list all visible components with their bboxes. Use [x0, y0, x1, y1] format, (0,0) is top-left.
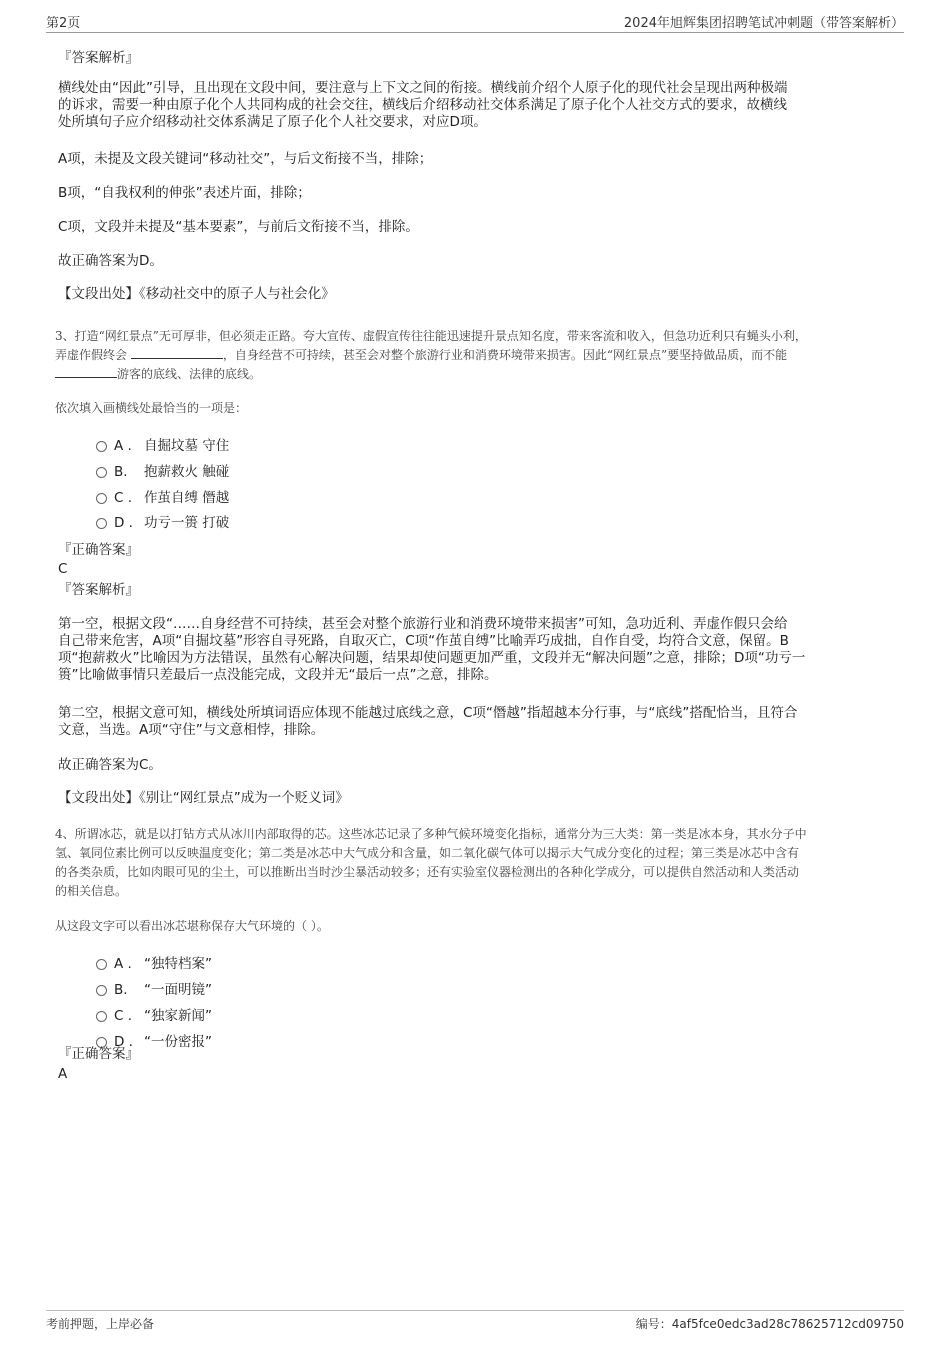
text-line	[55, 346, 895, 365]
q3-analysis-paragraph-1	[58, 616, 893, 684]
option-text: “一份密报”	[144, 1034, 212, 1050]
text-line: 横线处由“因此”引导，且出现在文段中间，要注意与上下文之间的衔接。横线前介绍个人原子化的现代社会呈现出两种极端	[58, 80, 788, 96]
option-key: B.	[114, 464, 128, 480]
option-key: A .	[114, 438, 132, 454]
option-key: B.	[114, 982, 128, 998]
q2-source: 【文段出处】《移动社交中的原子人与社会化》	[58, 286, 335, 302]
text-line: 项“抱薪救火”比喻因为方法错误，虽然有心解决问题，结果却使问题更加严重，文段并无“解决问题”之意，排除；D项“功亏一	[58, 650, 806, 666]
option-text: 抱薪救火 触碰	[144, 464, 230, 480]
q3-option-a[interactable]	[96, 437, 229, 455]
q4-answer-label: 『正确答案』	[58, 1046, 139, 1062]
q2-analysis-paragraph	[58, 80, 893, 131]
text-line: 文意，当选。A项“守住”与文意相悖，排除。	[58, 722, 325, 738]
option-key: D .	[114, 1034, 133, 1050]
option-text: 自掘坟墓 守住	[144, 438, 230, 454]
q3-stem	[55, 327, 895, 384]
radio-button[interactable]	[96, 493, 107, 504]
q3-analysis-label: 『答案解析』	[58, 582, 139, 598]
radio-button[interactable]	[96, 1011, 107, 1022]
stem-text: 弄虚作假终会	[55, 348, 128, 362]
q2-analysis-label: 『答案解析』	[58, 50, 139, 66]
radio-button[interactable]	[96, 467, 107, 478]
text-line: 的相关信息。	[55, 884, 128, 898]
q2-analysis-option-b: B项，“自我权利的伸张”表述片面，排除；	[58, 185, 311, 201]
page-header	[46, 12, 904, 33]
radio-button[interactable]	[96, 441, 107, 452]
radio-button[interactable]	[96, 959, 107, 970]
q3-analysis-paragraph-2	[58, 705, 893, 739]
text-line: 自己带来危害，A项“自掘坟墓”形容自寻死路，自取灭亡，C项“作茧自缚”比喻弄巧成拙，自作自受，均符合文意，保留。B	[58, 633, 789, 649]
stem-text: ，自身经营不可持续，甚至会对整个旅游行业和消费环境带来损害。因此“网红景点”要坚持做品质，而不能	[222, 348, 788, 362]
q4-answer: A	[58, 1066, 68, 1082]
radio-button[interactable]	[96, 985, 107, 996]
fill-blank-1	[131, 346, 223, 359]
q2-analysis-option-c: C项，文段并未提及“基本要素”，与前后文衔接不当，排除。	[58, 219, 419, 235]
footer-slogan: 考前押题，上岸必备	[46, 1317, 155, 1331]
q3-conclusion: 故正确答案为C。	[58, 757, 162, 773]
q3-answer-label: 『正确答案』	[58, 542, 139, 558]
text-line: 3、打造“网红景点”无可厚非，但必须走正路。夸大宣传、虚假宣传往往能迅速提升景点知名度，带来客流和收入，但急功近利只有蝇头小利，	[55, 329, 807, 343]
text-line: 处所填句子应介绍移动社交体系满足了原子化个人社交要求，对应D项。	[58, 114, 487, 130]
text-line: 第二空，根据文意可知，横线处所填词语应体现不能越过底线之意，C项“僭越”指超越本分行事，与“底线”搭配恰当，且符合	[58, 705, 798, 721]
option-text: “独家新闻”	[144, 1008, 212, 1024]
radio-button[interactable]	[96, 518, 107, 529]
page-number: 第2页	[46, 16, 81, 31]
document-title: 2024年旭辉集团招聘笔试冲刺题（带答案解析）	[623, 16, 904, 31]
q4-option-b[interactable]	[96, 981, 212, 999]
q4-stem	[55, 825, 895, 901]
q2-analysis-option-a: A项，未提及文段关键词“移动社交”，与后文衔接不当，排除；	[58, 151, 433, 167]
text-line: 氢、氧同位素比例可以反映温度变化；第二类是冰芯中大气成分和含量，如二氧化碳气体可以揭示大气成分变化的过程；第三类是冰芯中含有	[55, 846, 800, 860]
option-key: D .	[114, 515, 133, 531]
option-text: 作茧自缚 僭越	[144, 490, 230, 506]
q3-option-b[interactable]	[96, 463, 229, 481]
option-key: C .	[114, 1008, 133, 1024]
text-line	[55, 365, 895, 384]
page-footer	[46, 1310, 904, 1336]
option-key: C .	[114, 490, 133, 506]
text-line: 第一空，根据文段“……自身经营不可持续，甚至会对整个旅游行业和消费环境带来损害”可知，急功近利、弄虚作假只会给	[58, 616, 788, 632]
q3-source: 【文段出处】《别让“网红景点”成为一个贬义词》	[58, 790, 349, 806]
option-text: “独特档案”	[144, 956, 212, 972]
q3-option-c[interactable]	[96, 489, 229, 507]
fill-blank-2	[55, 365, 117, 378]
stem-text: 游客的底线、法律的底线。	[117, 367, 262, 381]
q3-question: 依次填入画横线处最恰当的一项是：	[55, 401, 248, 415]
q2-conclusion: 故正确答案为D。	[58, 253, 163, 269]
text-line: 篑”比喻做事情只差最后一点没能完成，文段并无“最后一点”之意，排除。	[58, 667, 498, 683]
option-key: A .	[114, 956, 132, 972]
document-code: 编号：4af5fce0edc3ad28c78625712cd09750	[635, 1317, 904, 1331]
q4-option-c[interactable]	[96, 1007, 212, 1025]
q3-option-d[interactable]	[96, 514, 229, 532]
option-text: 功亏一篑 打破	[144, 515, 230, 531]
option-text: “一面明镜”	[144, 982, 212, 998]
q4-option-a[interactable]	[96, 955, 212, 973]
text-line: 的各类杂质，比如肉眼可见的尘土，可以推断出当时沙尘暴活动较多；还有实验室仪器检测出的各种化学成分，可以提供自然活动和人类活动	[55, 865, 800, 879]
q4-question: 从这段文字可以看出冰芯堪称保存大气环境的（ ）。	[55, 919, 329, 933]
q3-answer: C	[58, 561, 68, 577]
text-line: 4、所谓冰芯，就是以打钻方式从冰川内部取得的芯。这些冰芯记录了多种气候环境变化指标，通常分为三大类：第一类是冰本身，其水分子中	[55, 827, 807, 841]
text-line: 的诉求，需要一种由原子化个人共同构成的社会交往，横线后介绍移动社交体系满足了原子化个人社交方式的要求，故横线	[58, 97, 787, 113]
